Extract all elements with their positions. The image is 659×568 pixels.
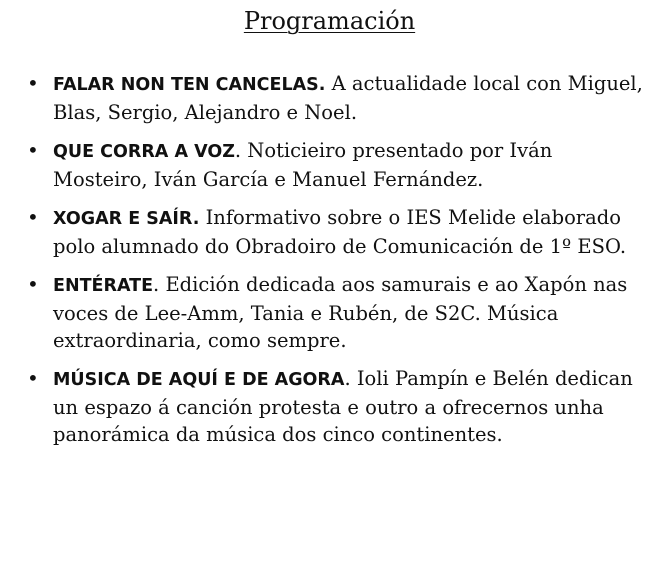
item-title: QUE CORRA A VOZ — [53, 142, 235, 162]
bullet-icon: • — [27, 272, 39, 296]
item-description: Informativo sobre o IES Melide elaborado polo alumnado do Obradoiro de Comunicación de 1º ESO. — [53, 206, 627, 258]
item-description: . Edición dedicada aos samurais e ao Xapón nas voces de Lee-Amm, Tania e Rubén, de S2C. Música extraordinaria, como sempre. — [53, 273, 628, 352]
list-item — [0, 271, 659, 354]
bullet-icon: • — [27, 366, 39, 390]
bullet-icon: • — [27, 205, 39, 229]
list-item — [0, 70, 659, 126]
item-title: MÚSICA DE AQUÍ E DE AGORA — [53, 370, 345, 390]
page-title — [0, 6, 659, 36]
list-item — [0, 204, 659, 260]
list-item — [0, 365, 659, 448]
program-list — [0, 70, 659, 459]
item-title: XOGAR E SAÍR. — [53, 209, 200, 229]
list-item — [0, 137, 659, 193]
item-description: A actualidade local con Miguel, Blas, Sergio, Alejandro e Noel. — [53, 72, 643, 124]
page-title-text: Programación — [243, 7, 416, 35]
item-description: . Ioli Pampín e Belén dedican un espazo á canción protesta e outro a ofrecernos unha panorámica da música dos cinco continentes. — [53, 367, 633, 446]
item-title: ENTÉRATE — [53, 276, 154, 296]
item-description: . Noticieiro presentado por Iván Mosteiro, Iván García e Manuel Fernández. — [53, 139, 553, 191]
item-title: FALAR NON TEN CANCELAS. — [53, 75, 326, 95]
bullet-icon: • — [27, 71, 39, 95]
bullet-icon: • — [27, 138, 39, 162]
